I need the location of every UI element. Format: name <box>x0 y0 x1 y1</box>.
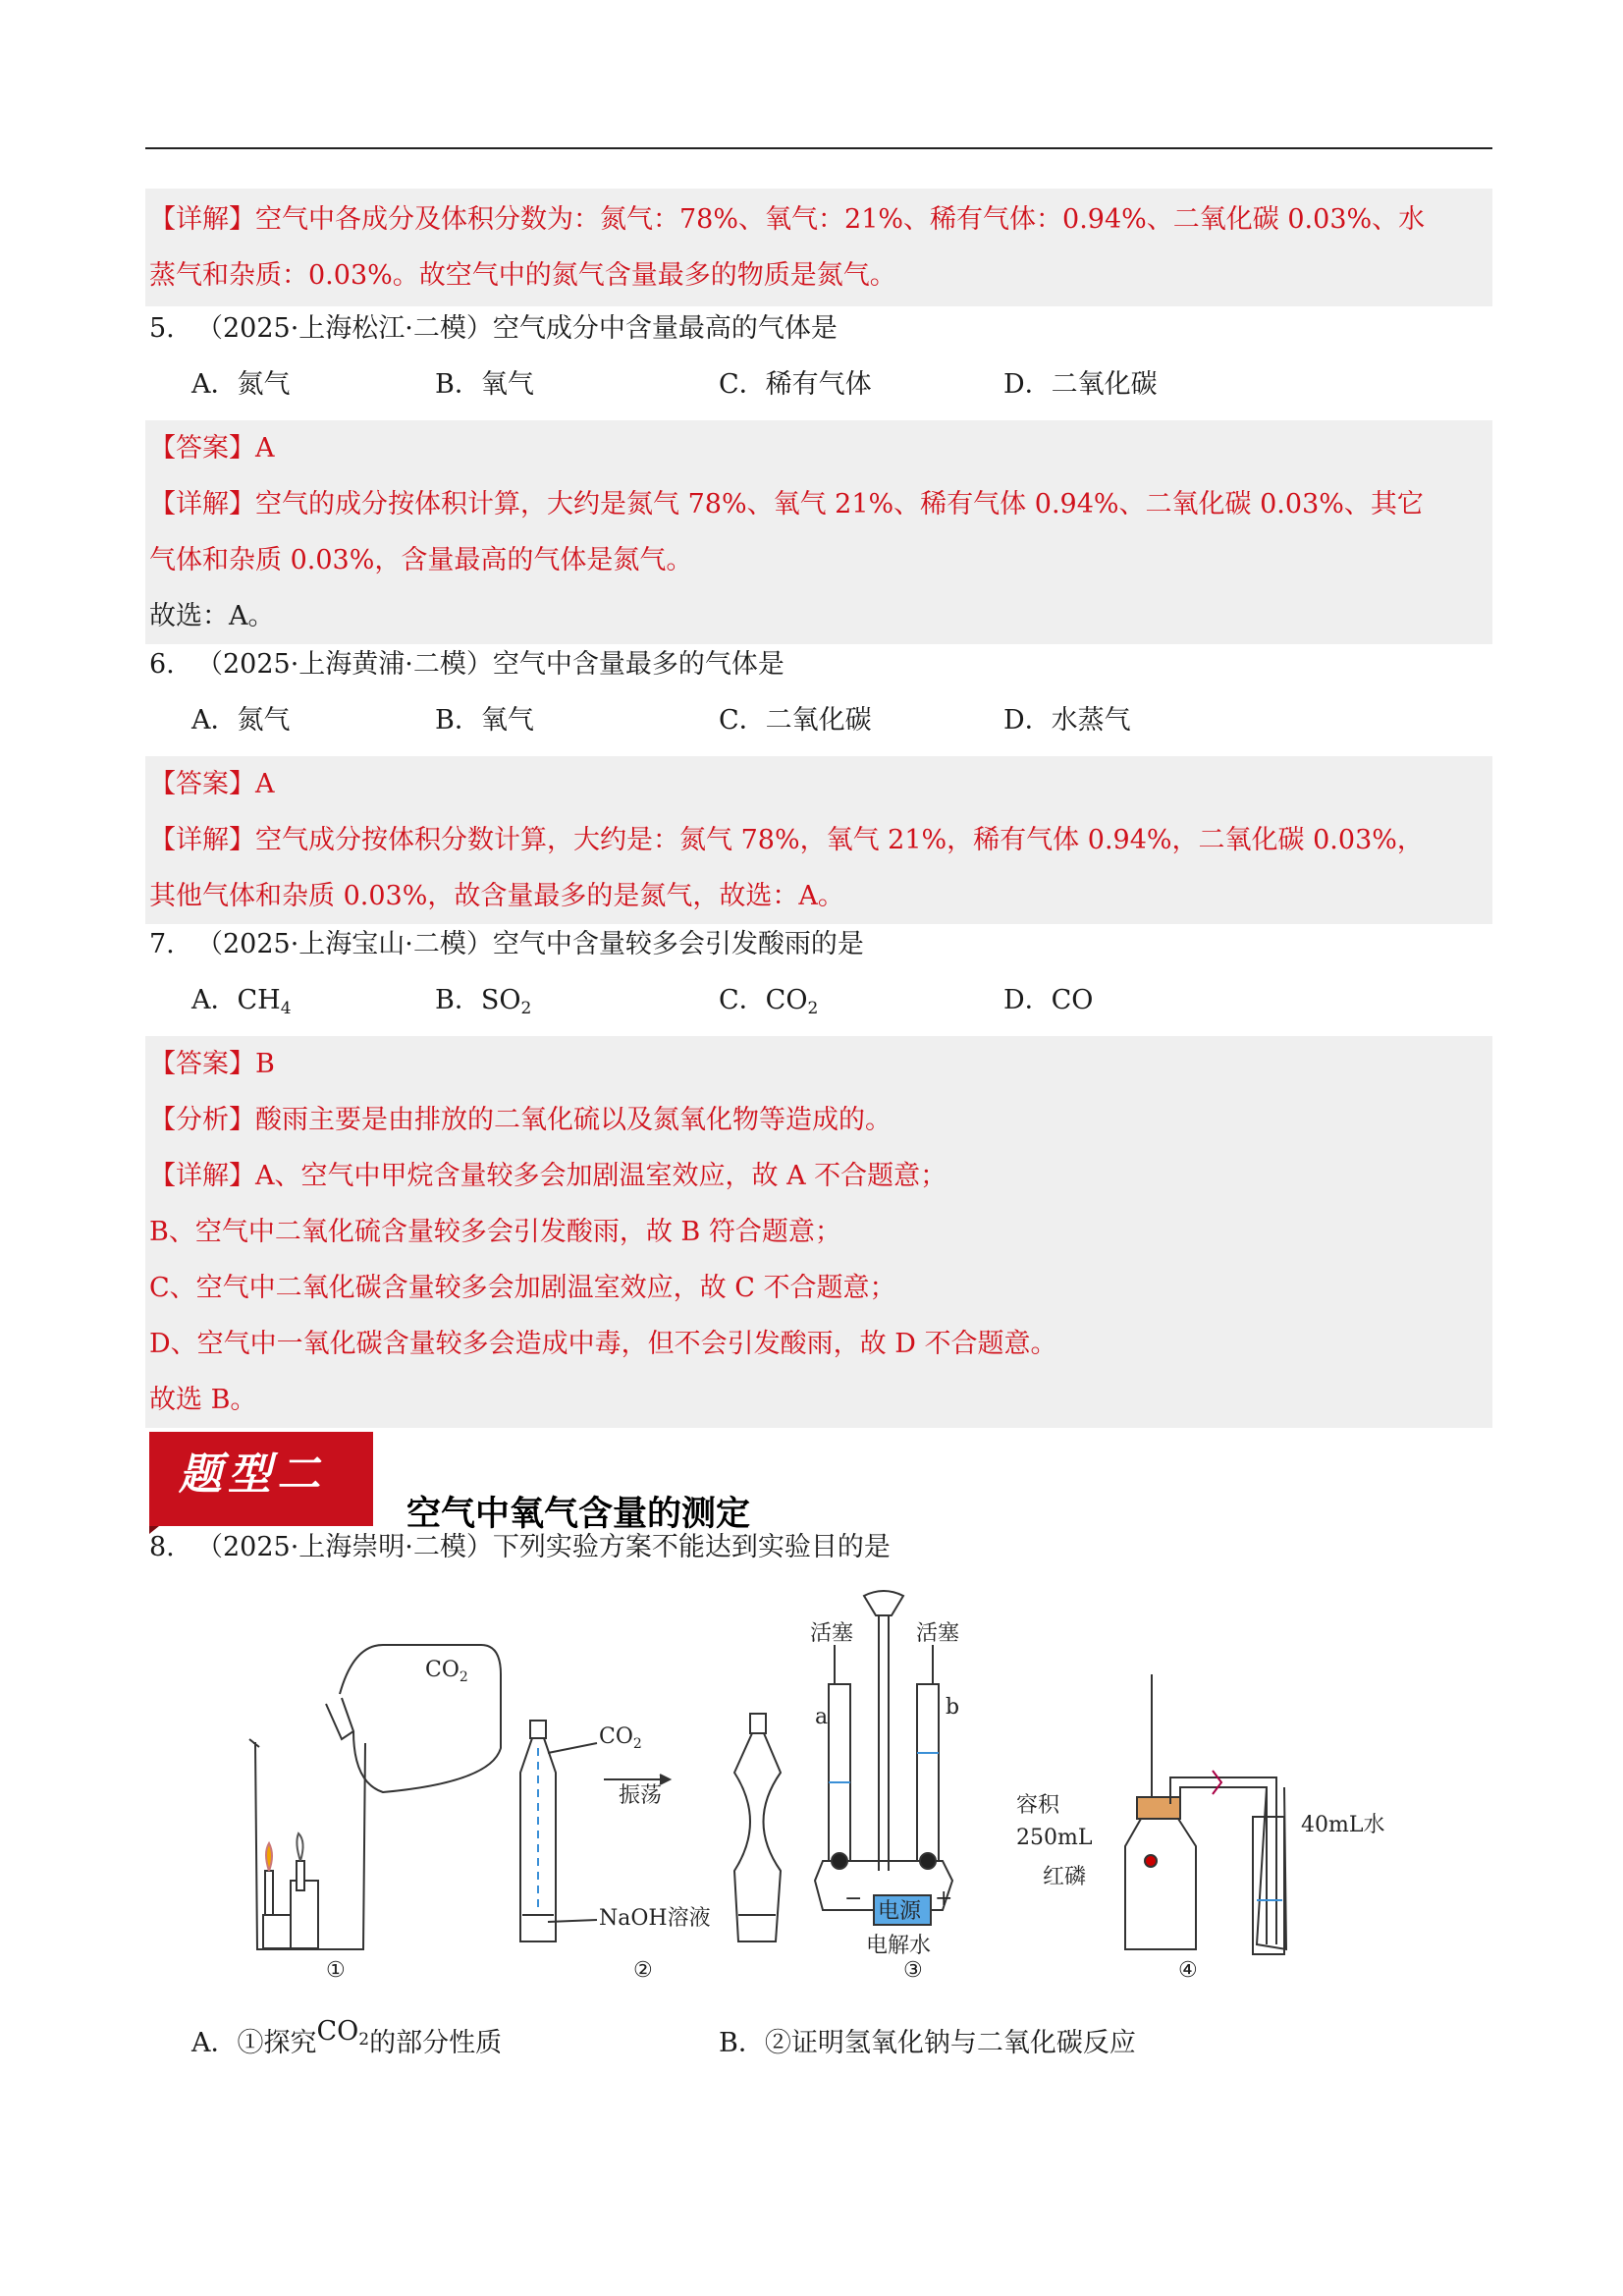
fig4-number: ④ <box>1178 1958 1198 1983</box>
q6-option-a: A．氮气 <box>191 705 291 736</box>
fig2-number: ② <box>633 1958 653 1983</box>
q5-answer-block <box>145 420 1492 644</box>
fig2-co2-label: $CO_2$ <box>599 1724 642 1752</box>
q6-number: 6. <box>149 649 175 680</box>
fig3-a-label: a <box>815 1705 829 1729</box>
q5-option-b: B．氧气 <box>435 369 534 400</box>
figure-4-phosphorus <box>1125 1674 1286 1954</box>
fig3-valve-left: 活塞 <box>810 1621 854 1646</box>
q5-number: 5. <box>149 313 175 344</box>
q7-detail-line3: C、空气中二氧化碳含量较多会加剧温室效应，故 C 不合题意； <box>149 1273 896 1303</box>
q7-option-c: C．$CO_2$ <box>719 985 819 1018</box>
q7-option-a: A．$CH_4$ <box>191 985 292 1018</box>
q6-option-b: B．氧气 <box>435 705 534 736</box>
q5-answer: 【答案】A <box>149 433 275 464</box>
fig4-water-label: 40mL水 <box>1301 1813 1385 1837</box>
fig3-number: ③ <box>903 1958 923 1983</box>
q7-option-d: D．CO <box>1003 985 1094 1015</box>
fig1-number: ① <box>326 1958 346 1983</box>
q7-answer-block <box>145 1036 1492 1428</box>
fig2-shake-label: 振荡 <box>619 1783 663 1808</box>
figure-1-beaker <box>249 1645 501 1949</box>
q8-option-b: B．②证明氢氧化钠与二氧化碳反应 <box>719 2028 1136 2058</box>
fig4-volume-value: 250mL <box>1016 1826 1093 1850</box>
q7-detail-line1: 【详解】A、空气中甲烷含量较多会加剧温室效应，故 A 不合题意； <box>149 1161 947 1191</box>
q6-option-d: D．水蒸气 <box>1003 705 1131 736</box>
q5-choice: 故选：A。 <box>149 601 275 631</box>
fig3-valve-right: 活塞 <box>916 1621 960 1646</box>
q5-option-a: A．氮气 <box>191 369 291 400</box>
q6-detail-line1: 【详解】空气成分按体积分数计算，大约是：氮气 78%，氧气 21%，稀有气体 0.94%，二氧化碳 0.03%， <box>149 825 1424 855</box>
q5-option-c: C．稀有气体 <box>719 369 872 400</box>
experiment-figure <box>236 1576 1414 1998</box>
q7-question: （2025·上海宝山·二模）空气中含量较多会引发酸雨的是 <box>196 929 864 959</box>
q6-question: （2025·上海黄浦·二模）空气中含量最多的气体是 <box>196 649 784 680</box>
q6-detail-line2: 其他气体和杂质 0.03%，故含量最多的是氮气，故选：A。 <box>149 881 844 911</box>
q6-option-c: C．二氧化碳 <box>719 705 872 736</box>
q7-choice: 故选 B。 <box>149 1385 257 1415</box>
fig4-volume-label: 容积 <box>1016 1793 1060 1818</box>
header-rule <box>145 147 1492 149</box>
q8-number: 8. <box>149 1532 175 1562</box>
fig1-co2-label: $CO_2$ <box>425 1658 468 1685</box>
q4-answer-block <box>145 189 1492 306</box>
section-badge <box>149 1432 373 1526</box>
q7-analysis: 【分析】酸雨主要是由排放的二氧化硫以及氮氧化物等造成的。 <box>149 1105 892 1135</box>
fig3-minus: − <box>844 1886 863 1911</box>
fig3-b-label: b <box>946 1695 960 1720</box>
section-title: 空气中氧气含量的测定 <box>406 1495 751 1534</box>
q6-answer-block <box>145 756 1492 924</box>
q7-detail-line4: D、空气中一氧化碳含量较多会造成中毒，但不会引发酸雨，故 D 不合题意。 <box>149 1329 1057 1359</box>
q4-detail-line2: 蒸气和杂质：0.03%。故空气中的氮气含量最多的物质是氮气。 <box>149 260 896 291</box>
fig3-electrolysis-label: 电解水 <box>866 1934 932 1958</box>
q8-question: （2025·上海崇明·二模）下列实验方案不能达到实验目的是 <box>196 1532 891 1562</box>
section-badge-text: 题型二 <box>179 1449 326 1500</box>
fig3-power-label: 电源 <box>878 1899 922 1924</box>
q4-detail-line1: 【详解】空气中各成分及体积分数为：氮气：78%、氧气：21%、稀有气体：0.94%、二氧化碳 0.03%、水 <box>149 204 1426 235</box>
q8-option-a: A．①探究$CO_2$的部分性质 <box>191 2016 503 2058</box>
fig4-red-phosphorus: 红磷 <box>1043 1865 1087 1889</box>
q5-detail-line1: 【详解】空气的成分按体积计算，大约是氮气 78%、氧气 21%、稀有气体 0.94%、二氧化碳 0.03%、其它 <box>149 489 1424 519</box>
q5-question: （2025·上海松江·二模）空气成分中含量最高的气体是 <box>196 313 838 344</box>
q7-number: 7. <box>149 929 175 959</box>
q7-detail-line2: B、空气中二氧化硫含量较多会引发酸雨，故 B 符合题意； <box>149 1217 841 1247</box>
q5-detail-line2: 气体和杂质 0.03%，含量最高的气体是氮气。 <box>149 545 693 575</box>
q6-answer: 【答案】A <box>149 769 275 799</box>
q5-option-d: D．二氧化碳 <box>1003 369 1158 400</box>
q7-answer: 【答案】B <box>149 1049 275 1079</box>
q7-option-b: B．$SO_2$ <box>435 985 532 1018</box>
fig3-plus: + <box>935 1886 953 1911</box>
fig2-naoh-label: NaOH溶液 <box>599 1906 711 1931</box>
